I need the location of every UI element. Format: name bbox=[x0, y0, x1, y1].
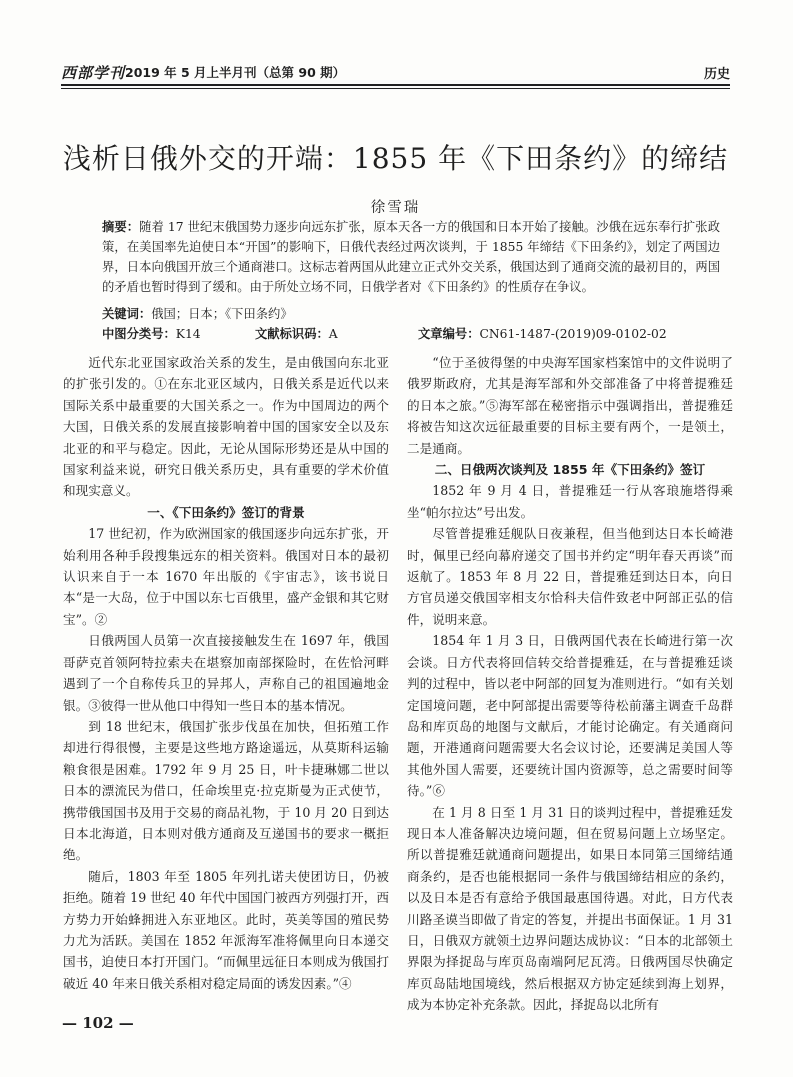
paragraph: 近代东北亚国家政治关系的发生，是由俄国向东北亚的扩张引发的。①在东北亚区域内，日俄关系是近代以来国际关系中最重要的大国关系之一。作为中国周边的两个大国，日俄关系的发展直接影响着中国的国家安全以及东北亚的和平与稳定。因此，无论从国际形势还是从中国的国家利益来说，研究日俄关系历史，具有重要的学术价值和现实意义。 bbox=[63, 355, 389, 499]
article-no-value: CN61-1487-(2019)09-0102-02 bbox=[479, 327, 667, 341]
doc-code-label: 文献标识码： bbox=[255, 327, 329, 341]
keywords bbox=[102, 304, 293, 322]
paragraph: 1854 年 1 月 3 日，日俄两国代表在长崎进行第一次会谈。日方代表将回信转交给普提雅廷，在与普提雅廷谈判的过程中，皆以老中阿部的回复为准则进行。“如有关划定国境问题，老中阿部提出需要等待松前藩主调查千岛群岛和库页岛的地图与文献后，才能讨论确定。有关通商问题，开港通商问题需要大名会议讨论，还要满足美国人等其他外国人需要，还要统计国内资源等，总之需要时间等待。”⑥ bbox=[407, 633, 733, 799]
paragraph: 17 世纪初，作为欧洲国家的俄国逐步向远东扩张，开始利用各种手段搜集远东的相关资料。俄国对日本的最初认识来自于一本 1670 年出版的《宇宙志》，该书说日本“是一大岛，位于中国以东七百俄里，盛产金银和其它财宝”。② bbox=[63, 526, 389, 627]
article-title: 浅析日俄外交的开端：1855 年《下田条约》的缔结 bbox=[62, 142, 729, 175]
section-heading: 一、《下田条约》签订的背景 bbox=[147, 504, 305, 520]
paragraph: “位于圣彼得堡的中央海军国家档案馆中的文件说明了俄罗斯政府，尤其是海军部和外交部准备了中将普提雅廷的日本之旅。”⑤海军部在秘密指示中强调指出，普提雅廷将被告知这次远征最重要的目标主要有两个，一是领土，二是通商。 bbox=[407, 355, 733, 456]
abstract-label: 摘要： bbox=[102, 220, 140, 234]
paragraph: 到 18 世纪末，俄国扩张步伐虽在加快，但拓殖工作却进行得很慢，主要是这些地方路途遥远，从莫斯科运输粮食很是困难。1792 年 9 月 25 日，叶卡捷琳娜二世以日本的漂流民为借口，任命埃里克·拉克斯曼为正式使节，携带俄国国书及用于交易的商品礼物，于 10 月 20 日到达日本北海道，日本则对俄方通商及互递国书的要求一概拒绝。 bbox=[63, 718, 389, 863]
clc-value: K14 bbox=[175, 327, 201, 341]
section-heading: 二、日俄两次谈判及 1855 年《下田条约》签订 bbox=[434, 462, 706, 478]
running-header bbox=[61, 62, 730, 82]
right-column bbox=[407, 352, 733, 1016]
header-rule bbox=[61, 84, 730, 86]
paragraph: 1852 年 9 月 4 日，普提雅廷一行从客琅施塔得乘坐“帕尔拉达”号出发。 bbox=[407, 483, 733, 520]
left-column bbox=[63, 352, 389, 994]
header-rule-thin bbox=[61, 88, 730, 89]
issue-info: 2019 年 5 月上半月刊（总第 90 期） bbox=[125, 65, 346, 80]
article-author: 徐雪瑞 bbox=[370, 200, 421, 216]
article-no-label: 文章编号： bbox=[418, 327, 480, 341]
clc-label: 中图分类号： bbox=[102, 327, 176, 341]
keywords-text: 俄国；日本；《下田条约》 bbox=[151, 307, 293, 321]
article-number bbox=[418, 324, 667, 342]
clc-code bbox=[102, 324, 201, 342]
section-label: 历史 bbox=[703, 67, 730, 82]
abstract bbox=[102, 217, 720, 297]
abstract-text: 随着 17 世纪末俄国势力逐步向远东扩张，原本天各一方的俄国和日本开始了接触。沙俄在远东奉行扩张政策，在美国率先迫使日本“开国”的影响下，日俄代表经过两次谈判，于 1855 年缔结《下田条约》，划定了两国边界，日本向俄国开放三个通商港口。这标志着两国从此建立正式外交关系，俄国达到了通商交流的最初目的，两国的矛盾也暂时得到了缓和。由于所处立场不同，日俄学者对《下田条约》的性质存在争议。 bbox=[102, 220, 720, 294]
document-code bbox=[255, 324, 338, 342]
journal-logo: 西部学刊 bbox=[61, 64, 126, 82]
keywords-label: 关键词： bbox=[102, 307, 152, 321]
page-number: — 102 — bbox=[62, 1014, 134, 1032]
paragraph: 在 1 月 8 日至 1 月 31 日的谈判过程中，普提雅廷发现日本人准备解决边境问题，但在贸易问题上立场坚定。所以普提雅廷就通商问题提出，如果日本同第三国缔结通商条约，是否也能根据同一条件与俄国缔结相应的条约，以及日本是否有意给予俄国最惠国待遇。对此，日方代表川路圣谟当即做了肯定的答复，并提出书面保证。1 月 31 日，日俄双方就领土边界问题达成协议：“日本的北部领土界限为择捉岛与库页岛南端阿尼瓦湾。日俄两国尽快确定库页岛陆地国境线，然后根据双方协定延续到海上划界，成为本协定补充条款。因此，择捉岛以北所有 bbox=[407, 804, 733, 1013]
paragraph: 尽管普提雅廷舰队日夜兼程，但当他到达日本长崎港时，佩里已经向幕府递交了国书并约定“明年春天再谈”而返航了。1853 年 8 月 22 日，普提雅廷到达日本，向日方官员递交俄国宰相支尔恰科夫信件致老中阿部正弘的信件，说明来意。 bbox=[407, 526, 733, 627]
paragraph: 日俄两国人员第一次直接接触发生在 1697 年，俄国哥萨克首领阿特拉索夫在堪察加南部探险时，在佐恰河畔遇到了一个自称传兵卫的异邦人，声称自己的祖国遍地金银。③彼得一世从他口中得知一些日本的基本情况。 bbox=[63, 633, 389, 713]
paragraph: 随后，1803 年至 1805 年列扎诺夫使团访日，仍被拒绝。随着 19 世纪 40 年代中国国门被西方列强打开，西方势力开始蜂拥进入东亚地区。此时，英美等国的殖民势力尤为活跃。美国在 1852 年派海军准将佩里向日本递交国书，迫使日本打开国门。“而佩里远征日本则成为俄国打破近 40 年来日俄关系相对稳定局面的诱发因素。”④ bbox=[63, 868, 389, 991]
doc-code-value: A bbox=[328, 327, 338, 341]
